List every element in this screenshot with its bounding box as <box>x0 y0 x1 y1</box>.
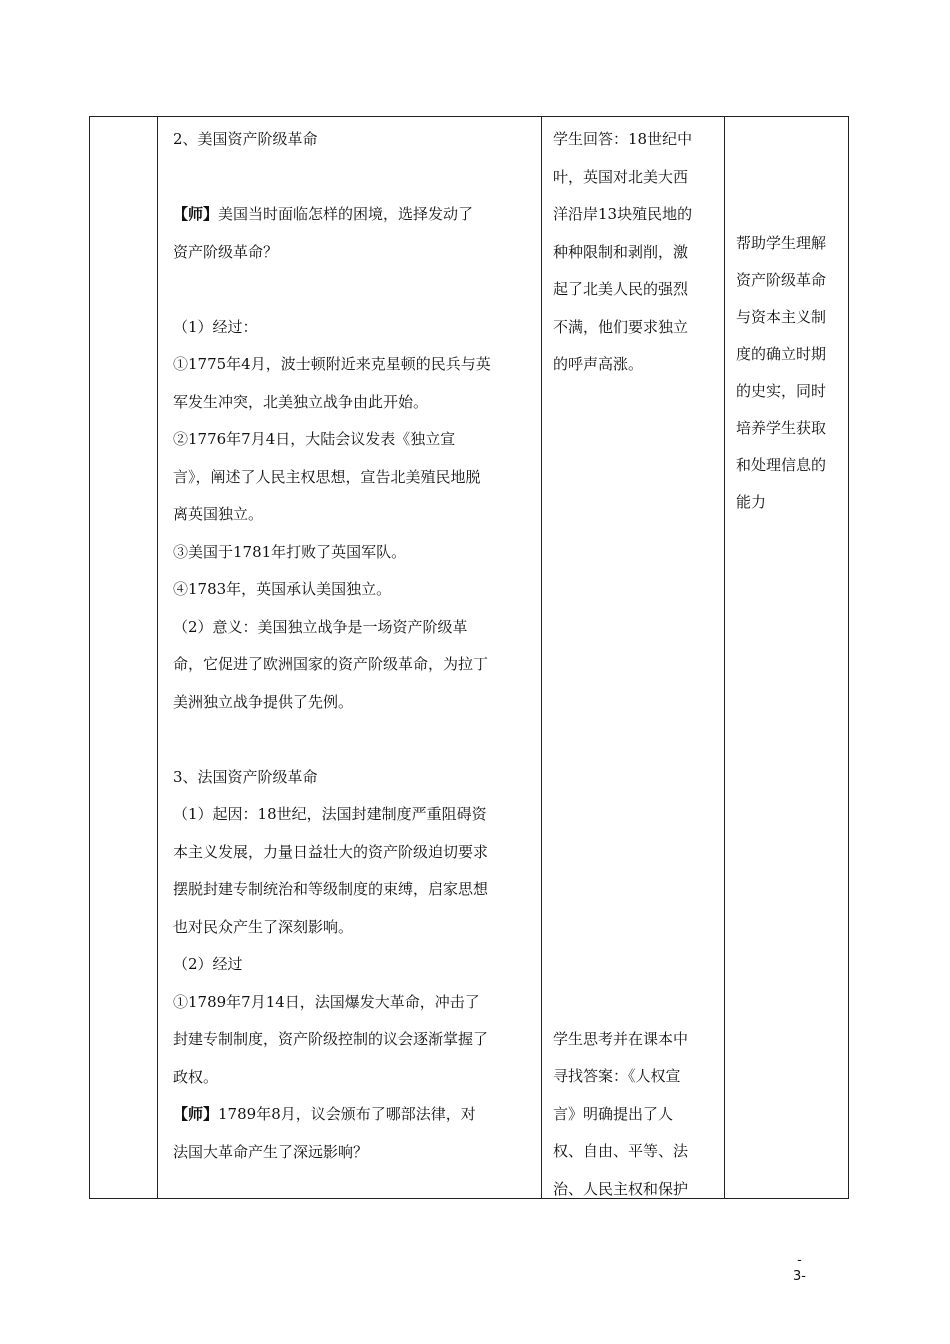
student-answer-line: 言》明确提出了人 <box>553 1104 674 1123</box>
intent-line: 的史实，同时 <box>736 382 827 400</box>
teacher-tag: 【师】 <box>173 1105 219 1123</box>
design-intent-cell <box>736 225 848 521</box>
text-line: 政权。 <box>173 1067 219 1086</box>
intent-line: 帮助学生理解 <box>736 234 827 252</box>
text-line: 离英国独立。 <box>173 505 264 523</box>
text-line: ④1783年，英国承认美国独立。 <box>173 580 392 598</box>
student-answer-line: 起了北美人民的强烈 <box>553 280 689 298</box>
page-number <box>793 1253 806 1285</box>
intent-line: 和处理信息的 <box>736 456 827 474</box>
teaching-content-cell <box>173 121 541 1171</box>
text-line: 本主义发展，力量日益壮大的资产阶级迫切要求 <box>173 842 489 861</box>
student-activity-cell <box>553 121 708 1208</box>
text-line: ③美国于1781年打败了英国军队。 <box>173 542 407 561</box>
intent-line: 能力 <box>736 493 767 511</box>
page-number-dash: - <box>797 1253 802 1268</box>
teacher-question-cont: 法国大革命产生了深远影响？ <box>173 1142 369 1161</box>
sub-heading: （1）经过： <box>173 317 258 336</box>
page-number-value: 3- <box>793 1269 806 1284</box>
text-line: 言》，阐述了人民主权思想，宣告北美殖民地脱 <box>173 467 481 486</box>
column-divider <box>724 117 725 1198</box>
student-answer-line: 的呼声高涨。 <box>553 355 644 373</box>
student-answer-line: 治、人民主权和保护 <box>553 1179 689 1198</box>
student-answer-line: 权、自由、平等、法 <box>553 1142 689 1160</box>
teacher-tag: 【师】 <box>173 205 219 223</box>
intent-line: 培养学生获取 <box>736 419 827 437</box>
lesson-table <box>89 116 849 1199</box>
teacher-question-cont: 资产阶级革命？ <box>173 242 279 261</box>
text-line: （1）起因：18世纪，法国封建制度严重阻碍资 <box>173 805 487 823</box>
sub-heading: （2）经过 <box>173 955 243 973</box>
text-line: 军发生冲突，北美独立战争由此开始。 <box>173 392 429 411</box>
column-divider <box>541 117 542 1198</box>
section-heading: 3、法国资产阶级革命 <box>173 767 318 786</box>
text-line: ①1775年4月，波士顿附近来克星顿的民兵与英 <box>173 355 491 373</box>
text-line: 摆脱封建专制统治和等级制度的束缚，启家思想 <box>173 880 489 898</box>
text-line: 命，它促进了欧洲国家的资产阶级革命，为拉丁 <box>173 655 489 673</box>
text-line: 封建专制制度，资产阶级控制的议会逐渐掌握了 <box>173 1030 489 1048</box>
text-line: ①1789年7月14日，法国爆发大革命，冲击了 <box>173 992 480 1011</box>
student-answer-line: 学生回答：18世纪中 <box>553 130 693 148</box>
teacher-question: 【师】美国当时面临怎样的困境，选择发动了 <box>173 205 474 223</box>
column-divider <box>157 117 158 1198</box>
intent-line: 与资本主义制 <box>736 308 827 326</box>
text-line: 美洲独立战争提供了先例。 <box>173 692 354 711</box>
student-answer-line: 洋沿岸13块殖民地的 <box>553 205 693 223</box>
student-answer-line: 不满，他们要求独立 <box>553 317 689 336</box>
text-line: 也对民众产生了深刻影响。 <box>173 917 354 936</box>
teacher-question: 【师】1789年8月，议会颁布了哪部法律，对 <box>173 1105 476 1123</box>
student-answer-line: 寻找答案：《人权宣 <box>553 1067 681 1085</box>
intent-line: 资产阶级革命 <box>736 271 827 289</box>
text-line: （2）意义：美国独立战争是一场资产阶级革 <box>173 617 468 636</box>
student-answer-line: 叶，英国对北美大西 <box>553 167 689 186</box>
text-line: ②1776年7月4日，大陆会议发表《独立宣 <box>173 430 456 448</box>
section-heading: 2、美国资产阶级革命 <box>173 130 318 148</box>
intent-line: 度的确立时期 <box>736 345 827 363</box>
student-answer-line: 学生思考并在课本中 <box>553 1029 689 1048</box>
student-answer-line: 种种限制和剥削，激 <box>553 242 689 261</box>
